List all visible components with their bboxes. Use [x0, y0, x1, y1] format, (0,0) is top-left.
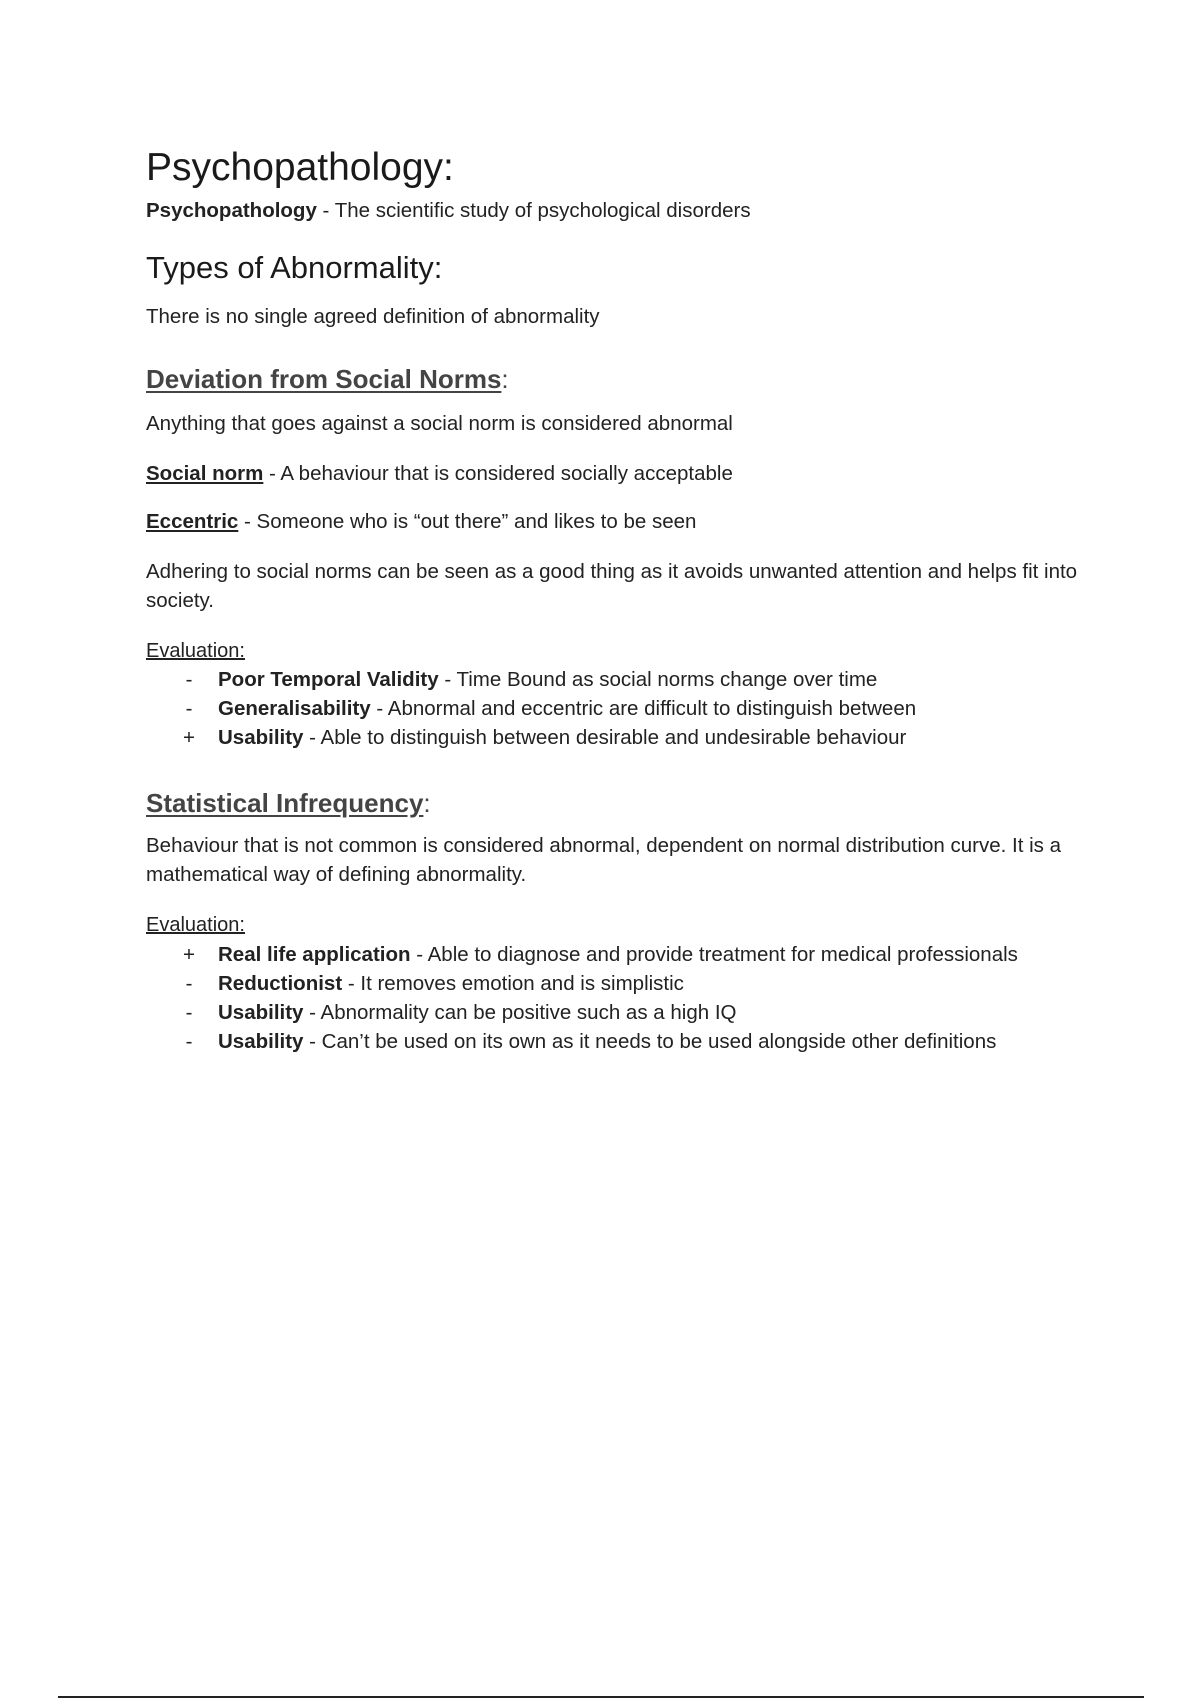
- list-item-term: Usability: [218, 726, 304, 749]
- definition-text: - The scientific study of psychological disorders: [316, 199, 751, 222]
- section2-heading-colon: :: [423, 788, 431, 818]
- list-item-term: Reductionist: [218, 972, 343, 995]
- list-item-term: Generalisability: [218, 697, 371, 720]
- list-item-text: - Can’t be used on its own as it needs to be used alongside other definitions: [303, 1030, 997, 1053]
- list-item-text: - Abnormality can be positive such as a high IQ: [303, 1001, 737, 1024]
- section-heading-statistical-infrequency: [146, 788, 431, 819]
- list-item: [146, 969, 1106, 998]
- eccentric-text: - Someone who is “out there” and likes to be seen: [238, 510, 697, 533]
- social-norm-definition: [146, 459, 1106, 488]
- footer-divider: [58, 1696, 1144, 1698]
- list-item-text: - Able to distinguish between desirable and undesirable behaviour: [303, 726, 907, 749]
- types-intro: There is no single agreed definition of abnormality: [146, 305, 600, 328]
- bullet-marker: +: [183, 726, 195, 749]
- social-norms-intro: Anything that goes against a social norm is considered abnormal: [146, 412, 733, 435]
- bullet-marker: -: [185, 972, 193, 995]
- list-item-text: - Able to diagnose and provide treatment for medical professionals: [410, 943, 1018, 966]
- social-norm-term: Social norm: [146, 462, 264, 485]
- list-item: [146, 940, 1106, 969]
- section2-evaluation-list: [146, 940, 1106, 1056]
- section1-heading-text: Deviation from Social Norms: [146, 364, 502, 394]
- list-item-text: - It removes emotion and is simplistic: [342, 972, 684, 995]
- list-item: [146, 1027, 1106, 1056]
- section1-evaluation-label: Evaluation:: [146, 640, 245, 662]
- page-title: Psychopathology:: [146, 146, 454, 189]
- list-item-term: Real life application: [218, 943, 411, 966]
- list-item: [146, 998, 1106, 1027]
- social-norm-text: - A behaviour that is considered socially acceptable: [263, 462, 733, 485]
- social-norms-paragraph: Adhering to social norms can be seen as a good thing as it avoids unwanted attention and helps fit into society.: [146, 560, 1078, 612]
- psychopathology-definition: [146, 196, 1106, 225]
- statistical-infrequency-paragraph: Behaviour that is not common is considered abnormal, dependent on normal distribution curve. It is a mathematical way of defining abnormality.: [146, 834, 1062, 886]
- list-item-term: Usability: [218, 1030, 304, 1053]
- bullet-marker: -: [185, 668, 193, 691]
- section1-evaluation-list: [146, 665, 1106, 752]
- list-item: [146, 665, 1106, 694]
- eccentric-definition: [146, 507, 1106, 536]
- list-item-term: Usability: [218, 1001, 304, 1024]
- list-item: [146, 723, 1106, 752]
- list-item-text: - Abnormal and eccentric are difficult to distinguish between: [370, 697, 917, 720]
- eccentric-term: Eccentric: [146, 510, 239, 533]
- definition-term: Psychopathology: [146, 199, 317, 222]
- bullet-marker: +: [183, 943, 195, 966]
- section1-heading-colon: :: [501, 364, 509, 394]
- list-item-text: - Time Bound as social norms change over time: [438, 668, 878, 691]
- bullet-marker: -: [185, 1001, 193, 1024]
- types-heading: Types of Abnormality:: [146, 250, 443, 285]
- section2-evaluation-label: Evaluation:: [146, 914, 245, 936]
- list-item: [146, 694, 1106, 723]
- section-heading-social-norms: [146, 364, 509, 395]
- bullet-marker: -: [185, 697, 193, 720]
- section2-heading-text: Statistical Infrequency: [146, 788, 424, 818]
- bullet-marker: -: [185, 1030, 193, 1053]
- list-item-term: Poor Temporal Validity: [218, 668, 439, 691]
